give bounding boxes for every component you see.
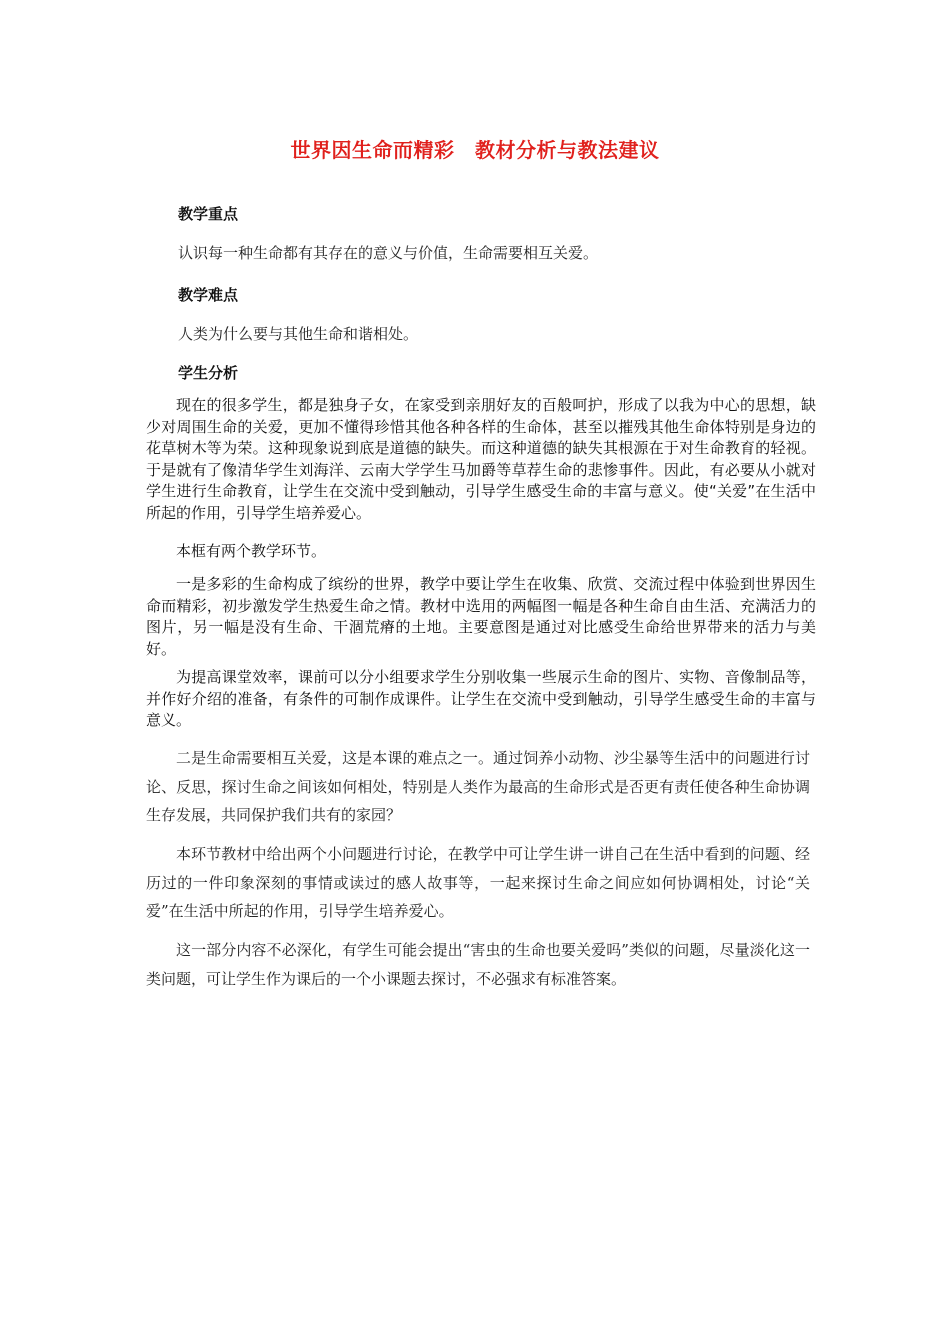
note-paragraph: 这一部分内容不必深化，有学生可能会提出“害虫的生命也要关爱吗”类似的问题，尽量淡化这一类问题，可让学生作为课后的一个小课题去探讨，不必强求有标准答案。 <box>146 941 810 988</box>
teaching-focus-text: 认识每一种生命都有其存在的意义与价值，生命需要相互关爱。 <box>178 244 599 262</box>
part-two-paragraph: 二是生命需要相互关爱，这是本课的难点之一。通过饲养小动物、沙尘暴等生活中的问题进行讨论、反思，探讨生命之间该如何相处，特别是人类作为最高的生命形式是否更有责任使各种生命协调生存发展，共同保护我们共有的家园？ <box>146 749 810 824</box>
discussion-paragraph: 本环节教材中给出两个小问题进行讨论，在教学中可让学生讲一讲自己在生活中看到的问题、经历过的一件印象深刻的事情或读过的感人故事等，一起来探讨生命之间应如何协调相处，讨论“关爱”在生活中所起的作用，引导学生培养爱心。 <box>146 845 810 920</box>
student-analysis-paragraph: 现在的很多学生，都是独身子女，在家受到亲朋好友的百般呵护，形成了以我为中心的思想，缺少对周围生命的关爱，更加不懂得珍惜其他各种各样的生命体，甚至以摧残其他生命体特别是身边的花草树木等为荣。这种现象说到底是道德的缺失。而这种道德的缺失其根源在于对生命教育的轻视。于是就有了像清华学生刘海洋、云南大学学生马加爵等草荐生命的悲惨事件。因此，有必要从小就对学生进行生命教育，让学生在交流中受到触动，引导学生感受生命的丰富与意义。使“关爱”在生活中所起的作用，引导学生培养爱心。 <box>146 396 816 522</box>
part-one-paragraph: 一是多彩的生命构成了缤纷的世界，教学中要让学生在收集、欣赏、交流过程中体验到世界因生命而精彩，初步激发学生热爱生命之情。教材中选用的两幅图一幅是各种生命自由生活、充满活力的图片，另一幅是没有生命、干涸荒瘠的土地。主要意图是通过对比感受生命给世界带来的活力与美好。 <box>146 575 816 658</box>
efficiency-paragraph: 为提高课堂效率，课前可以分小组要求学生分别收集一些展示生命的图片、实物、音像制品等，并作好介绍的准备，有条件的可制作成课件。让学生在交流中受到触动，引导学生感受生命的丰富与意义。 <box>146 668 816 729</box>
heading-teaching-difficulty: 教学难点 <box>178 286 239 304</box>
teaching-difficulty-text: 人类为什么要与其他生命和谐相处。 <box>178 325 419 343</box>
heading-teaching-focus: 教学重点 <box>178 205 239 223</box>
framework-paragraph: 本框有两个教学环节。 <box>176 542 327 560</box>
document-title: 世界因生命而精彩 教材分析与教法建议 <box>290 138 660 162</box>
heading-student-analysis: 学生分析 <box>178 364 239 382</box>
